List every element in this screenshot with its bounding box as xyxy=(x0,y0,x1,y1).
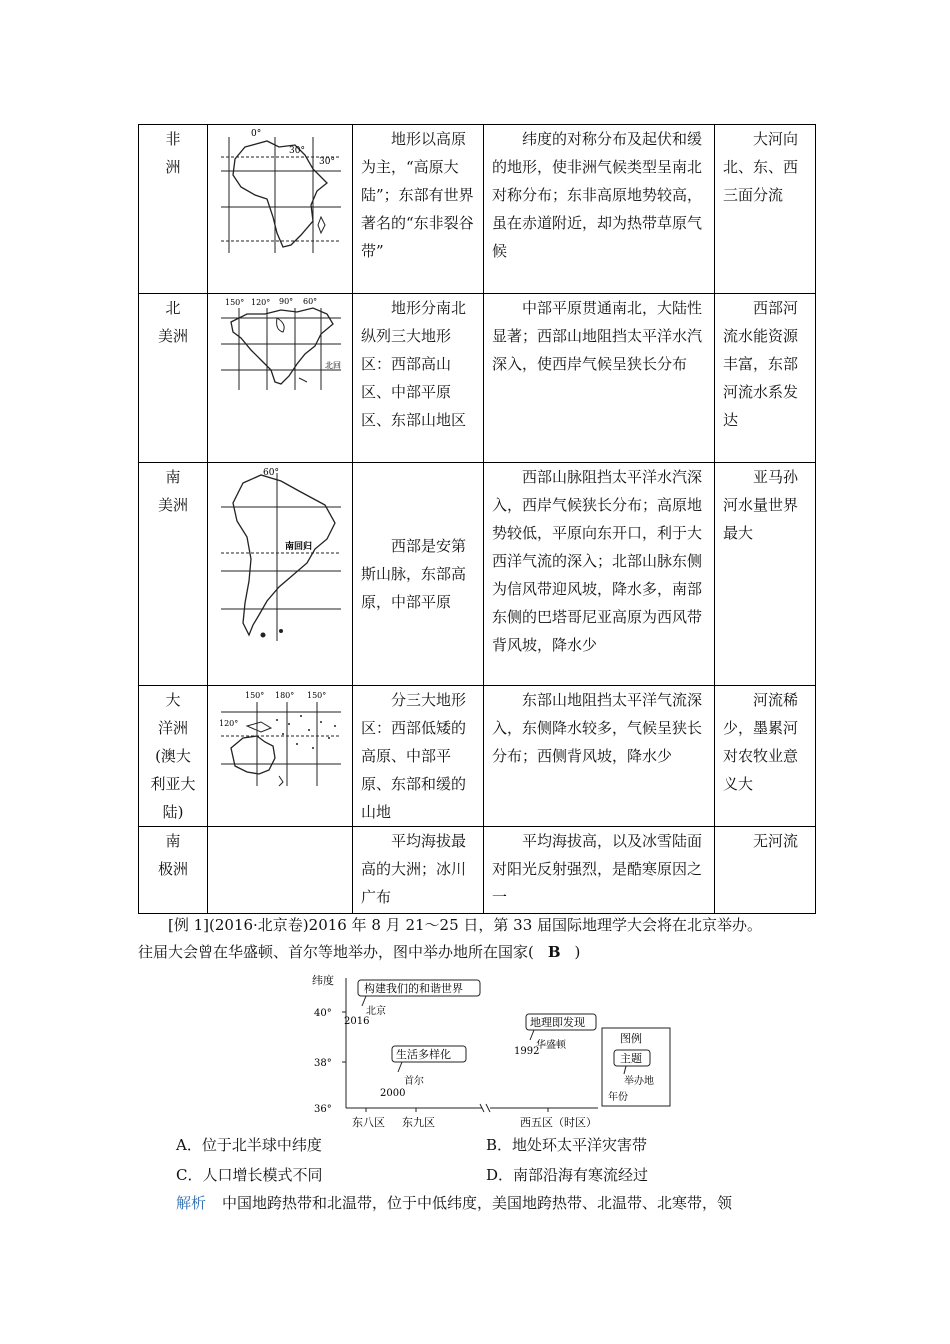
svg-text:北京: 北京 xyxy=(366,1006,386,1017)
table-row xyxy=(139,125,816,294)
question-stem-line2: 往届大会曾在华盛顿、首尔等地举办，图中举办地所在国家( B ) xyxy=(138,943,581,961)
svg-text:南回归: 南回归 xyxy=(285,542,313,552)
svg-text:2016: 2016 xyxy=(344,1016,370,1027)
example-question xyxy=(138,912,818,966)
table-row xyxy=(139,294,816,463)
svg-text:年份: 年份 xyxy=(608,1092,628,1103)
continent-name: 南 极洲 xyxy=(139,827,208,914)
climate-text: 中部平原贯通南北，大陆性显著；西部山地阻挡太平洋水汽深入，使西岸气候呈狭长分布 xyxy=(484,294,715,463)
south-america-map xyxy=(208,463,353,686)
svg-text:40°: 40° xyxy=(314,1008,332,1019)
river-text: 河流稀少，墨累河对农牧业意义大 xyxy=(715,686,816,827)
svg-text:2000: 2000 xyxy=(380,1088,406,1099)
question-stem-line1: [例 1](2016·北京卷)2016 年 8 月 21～25 日，第 33 届国际地理学大会将在北京举办。 xyxy=(168,916,763,934)
climate-text: 平均海拔高，以及冰雪陆面对阳光反射强烈，是酷寒原因之一 xyxy=(484,827,715,914)
option-c: C．人口增长模式不同 xyxy=(176,1166,323,1184)
river-text: 亚马孙河水量世界最大 xyxy=(715,463,816,686)
continent-name: 非 洲 xyxy=(139,125,208,294)
figure-legend xyxy=(602,1028,670,1106)
svg-text:30°: 30° xyxy=(319,157,335,167)
event-beijing xyxy=(344,980,480,1027)
north-america-map xyxy=(208,294,353,463)
terrain-text: 地形分南北纵列三大地形区：西部高山区、中部平原区、东部山地区 xyxy=(353,294,484,463)
analysis-text: 中国地跨热带和北温带，位于中低纬度，美国地跨热带、北温带、北寒带，领 xyxy=(222,1194,733,1212)
svg-text:38°: 38° xyxy=(314,1058,332,1069)
oceania-map xyxy=(208,686,353,827)
river-text: 大河向北、东、西三面分流 xyxy=(715,125,816,294)
africa-map xyxy=(208,125,353,294)
terrain-text: 地形以高原为主，“高原大陆”；东部有世界著名的“东非裂谷带” xyxy=(353,125,484,294)
event-seoul xyxy=(380,1046,466,1099)
svg-text:主题: 主题 xyxy=(620,1052,642,1065)
terrain-text: 分三大地形区：西部低矮的高原、中部平原、东部和缓的山地 xyxy=(353,686,484,827)
svg-text:西五区（时区）: 西五区（时区） xyxy=(520,1116,597,1129)
svg-text:180°: 180° xyxy=(275,691,295,700)
svg-text:30°: 30° xyxy=(289,146,305,156)
svg-text:120°: 120° xyxy=(219,719,239,728)
svg-text:1992: 1992 xyxy=(514,1046,540,1057)
table-row xyxy=(139,827,816,914)
analysis-section xyxy=(176,1192,732,1213)
climate-text: 东部山地阻挡太平洋气流深入，东侧降水较多，气候呈狭长分布；西侧背风坡，降水少 xyxy=(484,686,715,827)
continent-geography-table xyxy=(138,124,816,914)
svg-text:150°: 150° xyxy=(225,298,245,307)
terrain-text: 西部是安第斯山脉，东部高原，中部平原 xyxy=(353,463,484,686)
svg-text:60°: 60° xyxy=(303,297,318,306)
continent-name: 南 美洲 xyxy=(139,463,208,686)
svg-text:首尔: 首尔 xyxy=(404,1076,424,1087)
svg-text:120°: 120° xyxy=(251,298,271,307)
option-b: B．地处环太平洋灾害带 xyxy=(486,1136,648,1154)
option-d: D．南部沿海有寒流经过 xyxy=(486,1166,649,1184)
svg-text:举办地: 举办地 xyxy=(624,1076,654,1087)
continent-name: 大 洋洲 (澳大 利亚大 陆) xyxy=(139,686,208,827)
analysis-tag: 解析 xyxy=(176,1194,207,1212)
event-washington xyxy=(514,1014,596,1057)
option-a: A．位于北半球中纬度 xyxy=(176,1136,322,1154)
svg-text:0°: 0° xyxy=(251,129,262,139)
svg-text:构建我们的和谐世界: 构建我们的和谐世界 xyxy=(364,982,463,995)
svg-text:150°: 150° xyxy=(307,691,327,700)
svg-text:北回: 北回 xyxy=(325,361,341,370)
terrain-text: 平均海拔最高的大洲；冰川广布 xyxy=(353,827,484,914)
svg-text:36°: 36° xyxy=(314,1104,332,1115)
svg-text:150°: 150° xyxy=(245,691,265,700)
svg-text:东八区: 东八区 xyxy=(352,1116,385,1129)
svg-text:生活多样化: 生活多样化 xyxy=(396,1048,451,1061)
river-text: 西部河流水能资源丰富，东部河流水系发达 xyxy=(715,294,816,463)
table-row xyxy=(139,686,816,827)
svg-text:图例: 图例 xyxy=(620,1032,642,1045)
svg-text:东九区: 东九区 xyxy=(402,1116,435,1129)
svg-text:60°: 60° xyxy=(263,468,279,478)
answer-mark: B xyxy=(547,943,561,961)
climate-text: 西部山脉阻挡太平洋水汽深入，西岸气候狭长分布；高原地势较低，平原向东开口，利于大西洋气流的深入；北部山脉东侧为信风带迎风坡，降水多，南部东侧的巴塔哥尼亚高原为西风带背风坡，降水少 xyxy=(484,463,715,686)
svg-text:华盛顿: 华盛顿 xyxy=(536,1040,566,1051)
svg-text:地理即发现: 地理即发现 xyxy=(530,1016,585,1029)
table-row xyxy=(139,463,816,686)
empty-map-cell xyxy=(208,827,353,914)
climate-text: 纬度的对称分布及起伏和缓的地形，使非洲气候类型呈南北对称分布；东非高原地势较高，虽在赤道附近，却为热带草原气候 xyxy=(484,125,715,294)
conference-figure xyxy=(308,970,678,1134)
svg-text:90°: 90° xyxy=(279,297,294,306)
continent-name: 北 美洲 xyxy=(139,294,208,463)
svg-text:纬度: 纬度 xyxy=(312,974,334,987)
river-text: 无河流 xyxy=(715,827,816,914)
